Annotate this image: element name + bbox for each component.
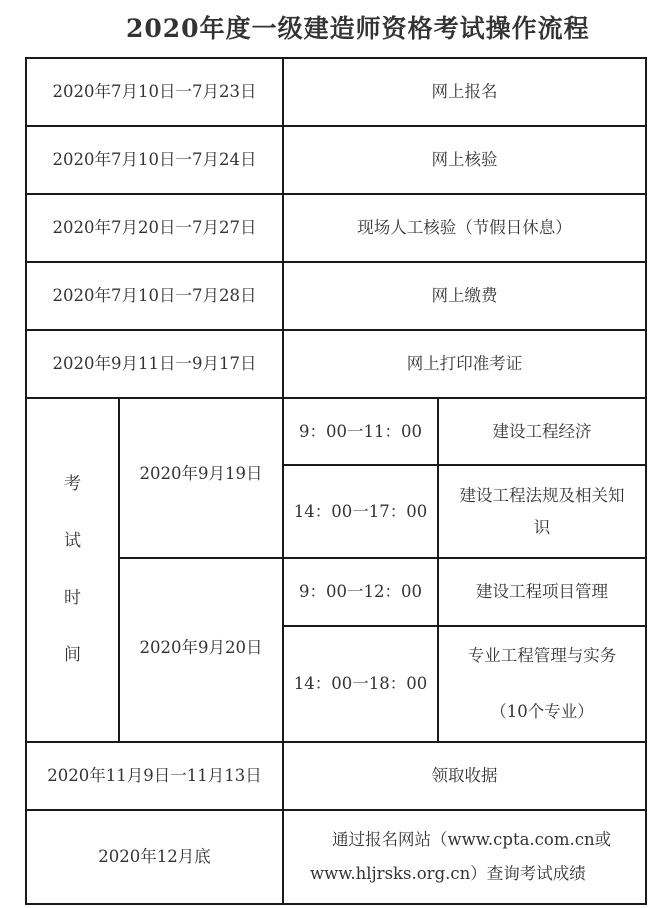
exam-subject-line: 建设工程法规及相关知	[459, 485, 625, 505]
exam-date: 2020年9月19日	[139, 464, 263, 483]
row-date: 2020年7月10日一7月28日	[52, 286, 257, 305]
row-date: 2020年7月10日一7月23日	[52, 82, 257, 101]
exam-subject-line: 识	[533, 517, 551, 537]
exam-subject	[439, 627, 645, 741]
row-date: 2020年7月20日一7月27日	[52, 218, 257, 237]
row-item: 网上打印准考证	[406, 354, 523, 373]
row-item-line: www.hljrsks.org.cn）查询考试成绩	[310, 864, 586, 883]
row-item: 领取收据	[431, 766, 498, 785]
row-date: 2020年11月9日一11月13日	[47, 766, 262, 785]
exam-session-time: 9：00一12：00	[299, 582, 422, 601]
exam-session-time: 9：00一11：00	[299, 421, 422, 441]
row-item: 网上缴费	[431, 286, 498, 305]
exam-label-char: 间	[64, 645, 81, 665]
exam-subject-line: 专业工程管理与实务	[467, 646, 617, 665]
table-border-bottom	[25, 903, 647, 905]
exam-subject	[439, 466, 645, 557]
exam-time-label	[27, 399, 118, 741]
exam-subject: 建设工程经济	[492, 421, 592, 441]
page-title: 2020年度一级建造师资格考试操作流程	[126, 14, 590, 43]
table-border-right	[645, 57, 647, 905]
row-item: 网上核验	[431, 150, 498, 169]
exam-date: 2020年9月20日	[139, 638, 263, 657]
exam-subject-line: （10个专业）	[490, 702, 594, 721]
row-item-line: 通过报名网站（www.cpta.com.cn或	[332, 830, 612, 849]
row-item: 现场人工核验（节假日休息）	[357, 218, 572, 237]
exam-session-time: 14：00一17：00	[293, 501, 428, 521]
exam-subject: 建设工程项目管理	[476, 582, 608, 601]
exam-label-char: 考	[64, 474, 81, 494]
row-date: 2020年7月10日一7月24日	[52, 150, 257, 169]
exam-session-time: 14：00一18：00	[293, 674, 428, 693]
row-date: 2020年9月11日一9月17日	[52, 354, 257, 373]
row-item	[284, 811, 645, 903]
row-item: 网上报名	[431, 82, 498, 101]
exam-label-char: 试	[64, 531, 81, 551]
exam-label-char: 时	[64, 588, 81, 608]
row-date: 2020年12月底	[98, 847, 211, 866]
